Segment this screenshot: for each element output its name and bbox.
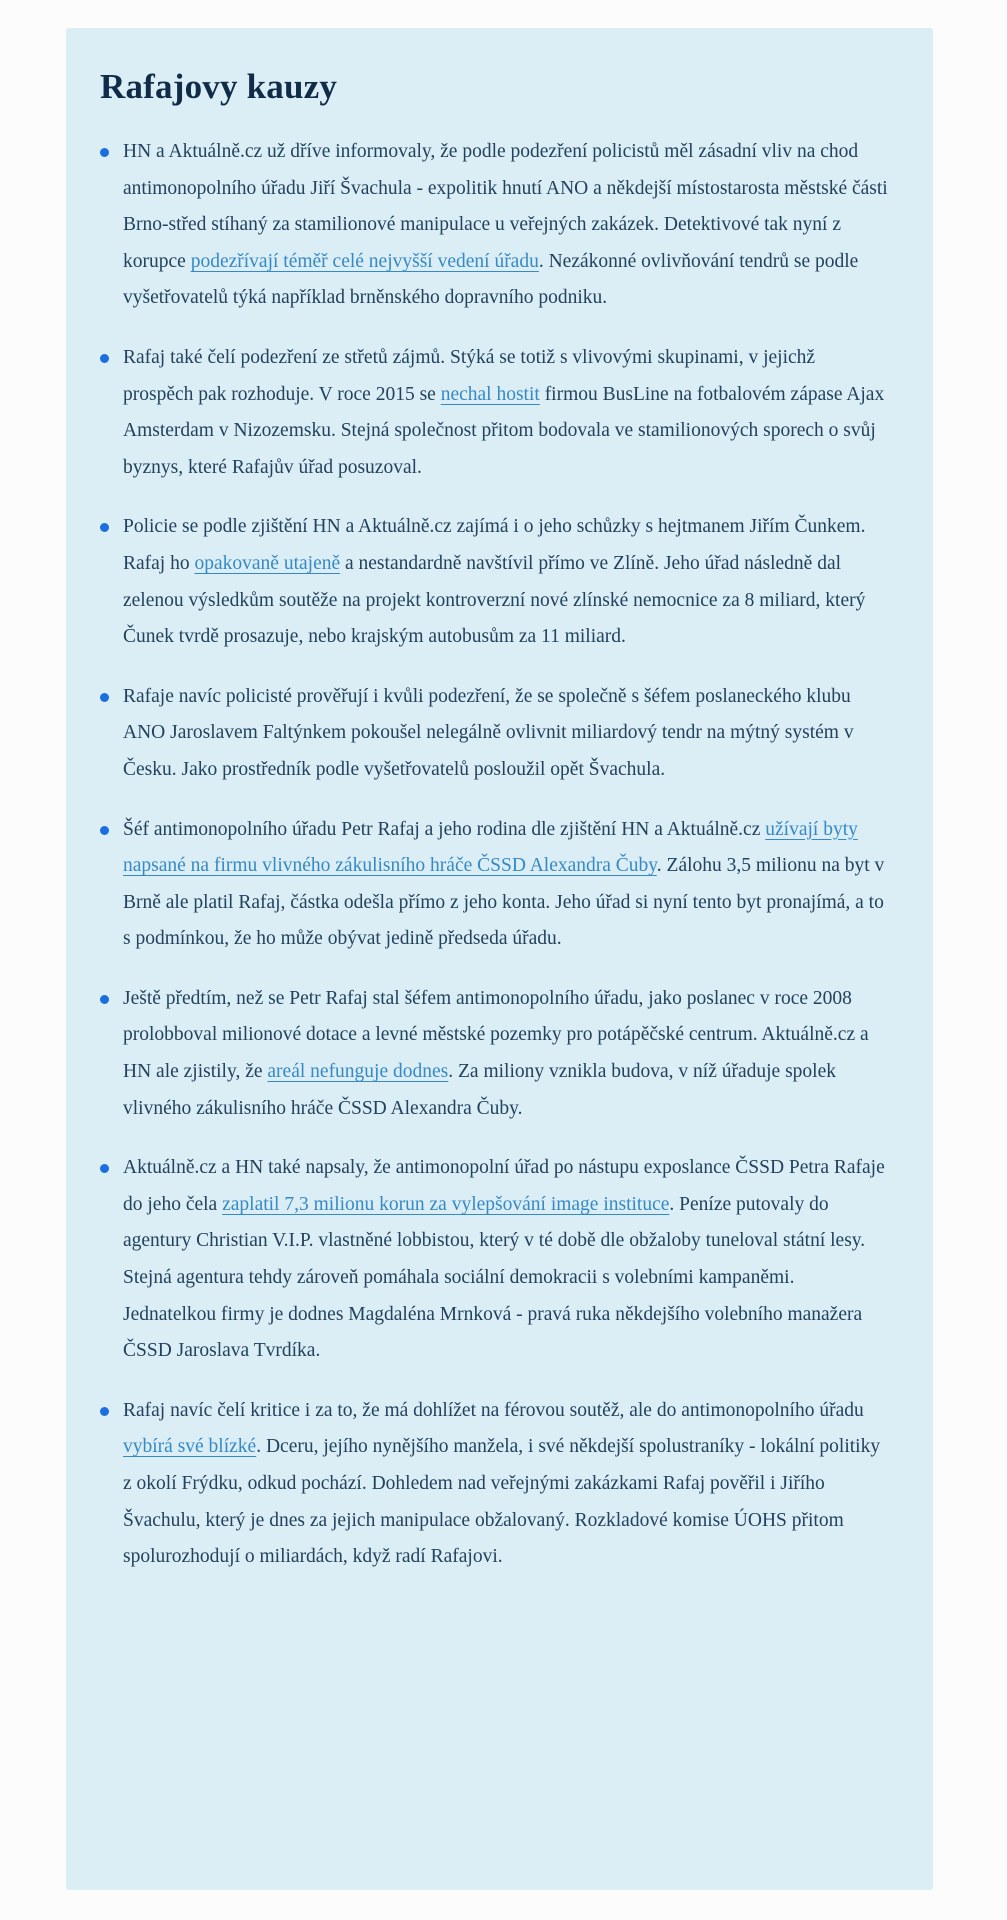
list-item-text: Ještě předtím, než se Petr Rafaj stal šéfem antimonopolního úřadu, jako poslanec v roce 2008 prolobboval milionové dotace a levné městské pozemky pro potápěčské centrum. Aktuálně.cz a HN ale zjistily, že (123, 987, 869, 1083)
bullet-icon (100, 354, 109, 363)
list-item-text: Policie se podle zjištění HN a Aktuálně.cz zajímá i o jeho schůzky s hejtmanem Jiřím Čunkem. Rafaj ho (123, 516, 866, 574)
list-item-text: Rafaje navíc policisté prověřují i kvůli podezření, že se společně s šéfem poslaneckého klubu ANO Jaroslavem Faltýnkem pokoušel nelegálně ovlivnit miliardový tendr na mýtný systém v Česku. Jako prostředník podle vyšetřovatelů posloužil opět Švachula. (123, 685, 854, 780)
article-box (66, 28, 933, 1890)
list-item-text: . Za miliony vznikla budova, v níž úřaduje spolek vlivného zákulisního hráče ČSSD Alexandra Čuby. (123, 1061, 836, 1119)
inline-link[interactable]: opakovaně utajeně (194, 552, 341, 574)
list-item (100, 1393, 890, 1576)
bullet-icon (100, 693, 109, 702)
kauzy-list (100, 134, 890, 1576)
list-item-text: Aktuálně.cz a HN také napsaly, že antimonopolní úřad po nástupu exposlance ČSSD Petra Rafaje do jeho čela (123, 1157, 885, 1215)
list-item-text: . Nezákonné ovlivňování tendrů se podle vyšetřovatelů týká například brněnského dopravního podniku. (123, 250, 859, 309)
bullet-icon (100, 826, 109, 835)
bullet-icon (100, 1407, 109, 1416)
list-item (100, 509, 890, 655)
inline-link[interactable]: užívají byty napsané na firmu vlivného zákulisního hráče ČSSD Alexandra Čuby (123, 818, 858, 877)
list-item-text: . Zálohu 3,5 milionu na byt v Brně ale platil Rafaj, částka odešla přímo z jeho konta. Jeho úřad si nyní tento byt pronajímá, a to s podmínkou, že ho může obývat jedině předseda úřadu. (123, 855, 885, 950)
list-item-text: Rafaj také čelí podezření ze střetů zájmů. Stýká se totiž s vlivovými skupinami, v jejichž prospěch pak rozhoduje. V roce 2015 se (123, 346, 816, 405)
list-item (100, 340, 890, 486)
list-item (100, 981, 890, 1127)
bullet-icon (100, 1164, 109, 1173)
list-item-text: Rafaj navíc čelí kritice i za to, že má dohlížet na férovou soutěž, ale do antimonopolního úřadu (123, 1399, 864, 1421)
page-title: Rafajovy kauzy (100, 67, 338, 106)
bullet-icon (100, 148, 109, 157)
inline-link[interactable]: areál nefunguje dodnes (267, 1061, 449, 1083)
list-item-text: firmou BusLine na fotbalovém zápase Ajax Amsterdam v Nizozemsku. Stejná společnost přitom bodovala ve stamilionových sporech o svůj byznys, které Rafajův úřad posuzoval. (123, 383, 885, 478)
list-item-text: a nestandardně navštívil přímo ve Zlíně. Jeho úřad následně dal zelenou výsledkům soutěže na projekt kontroverzní nové zlínské nemocnice za 8 miliard, který Čunek tvrdě prosazuje, nebo krajským autobusům za 11 miliard. (123, 552, 866, 648)
inline-link[interactable]: zaplatil 7,3 milionu korun za vylepšování image instituce (222, 1193, 670, 1215)
list-item-text: Šéf antimonopolního úřadu Petr Rafaj a jeho rodina dle zjištění HN a Aktuálně.cz (123, 818, 766, 840)
bullet-icon (100, 523, 109, 532)
list-item (100, 812, 890, 958)
list-item (100, 134, 890, 317)
list-item (100, 679, 890, 789)
bullet-icon (100, 995, 109, 1004)
list-item-text: . Dceru, jejího nynějšího manžela, i své někdejší spolustraníky - lokální politiky z okolí Frýdku, odkud pochází. Dohledem nad veřejnými zakázkami Rafaj pověřil i Jiřího Švachulu, který je dnes za jejich manipulace obžalovaný. Rozkladové komise ÚOHS přitom spolurozhodují o miliardách, když radí Rafajovi. (123, 1436, 881, 1568)
list-item-text: HN a Aktuálně.cz už dříve informovaly, že podle podezření policistů měl zásadní vliv na chod antimonopolního úřadu Jiří Švachula - expolitik hnutí ANO a někdejší místostarosta městské části Brno-střed stíhaný za stamilionové manipulace u veřejných zakázek. Detektivové tak nyní z korupce (123, 141, 888, 272)
list-item (100, 1150, 890, 1370)
inline-link[interactable]: nechal hostit (440, 383, 540, 405)
list-item-text: . Peníze putovaly do agentury Christian V.I.P. vlastněné lobbistou, který v té době dle obžaloby tuneloval státní lesy. Stejná agentura tehdy zároveň pomáhala sociální demokracii s volebními kampaněmi. Jednatelkou firmy je dodnes Magdaléna Mrnková - pravá ruka někdejšího volebního manažera ČSSD Jaroslava Tvrdíka. (123, 1193, 866, 1362)
inline-link[interactable]: podezřívají téměř celé nejvyšší vedení úřadu (190, 250, 539, 272)
inline-link[interactable]: vybírá své blízké (123, 1436, 257, 1458)
